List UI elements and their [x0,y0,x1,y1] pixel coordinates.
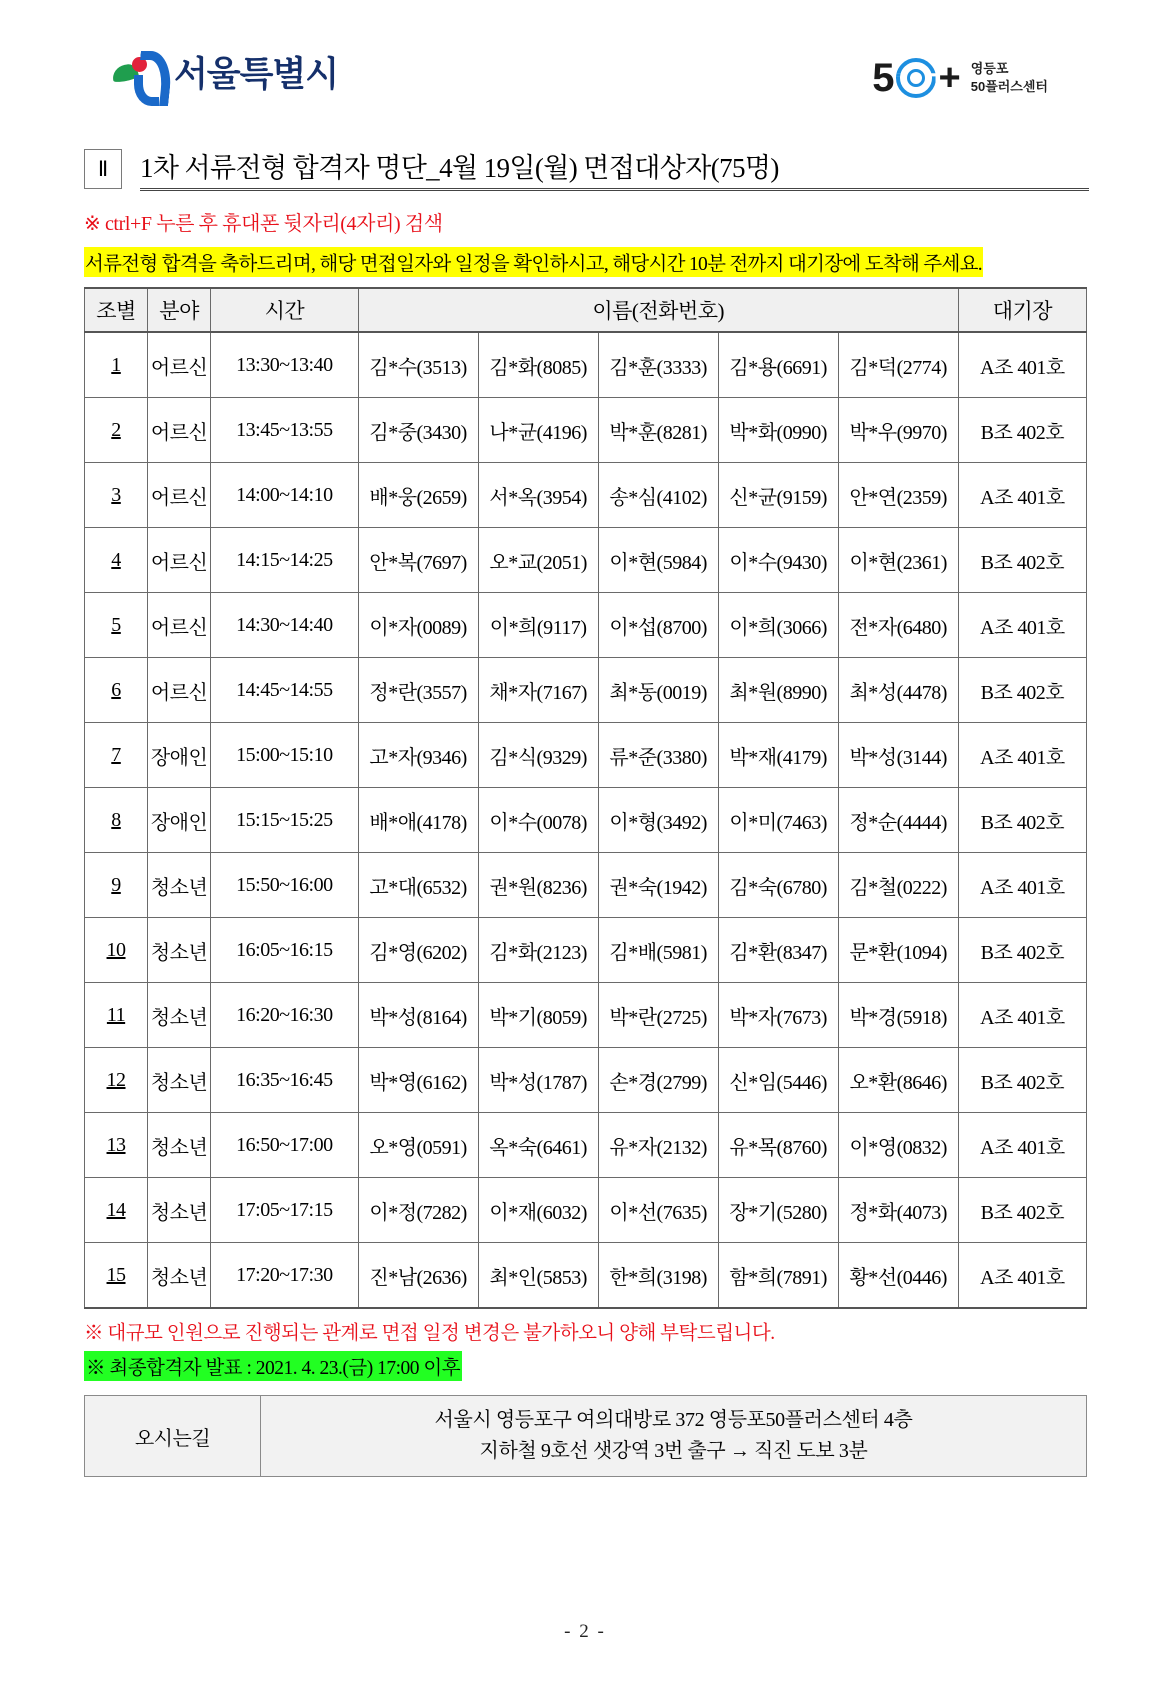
cell-applicant: 김*환(8347) [718,918,838,983]
cell-applicant: 박*훈(8281) [598,398,718,463]
cell-room: B조 402호 [958,1048,1086,1113]
schedule-table-body [85,332,1087,1308]
cell-time: 15:00~15:10 [211,723,358,788]
cell-group [85,918,148,983]
cell-applicant: 박*성(8164) [358,983,478,1048]
cell-applicant: 함*희(7891) [718,1243,838,1309]
directions-table [84,1395,1087,1477]
cell-room: B조 402호 [958,398,1086,463]
directions-wrap [84,1395,1087,1477]
page-title-row [84,146,1089,191]
cell-field: 어르신 [148,658,211,723]
cell-room: B조 402호 [958,528,1086,593]
cell-applicant: 전*자(6480) [838,593,958,658]
cell-applicant: 배*웅(2659) [358,463,478,528]
cell-applicant: 김*철(0222) [838,853,958,918]
cell-applicant: 박*기(8059) [478,983,598,1048]
cell-group [85,983,148,1048]
cell-time: 17:05~17:15 [211,1178,358,1243]
table-row [85,658,1087,723]
cell-group [85,332,148,398]
cell-applicant: 최*원(8990) [718,658,838,723]
seoul-logo-text: 서울특별시 [174,54,339,94]
directions-label: 오시는길 [85,1396,261,1477]
cell-time: 16:50~17:00 [211,1113,358,1178]
cell-applicant: 안*복(7697) [358,528,478,593]
cell-room: A조 401호 [958,593,1086,658]
cell-applicant: 김*배(5981) [598,918,718,983]
cell-room: B조 402호 [958,1178,1086,1243]
table-row [85,593,1087,658]
cell-group [85,853,148,918]
group-index: 15 [106,1263,126,1286]
cell-field: 청소년 [148,983,211,1048]
cell-room: A조 401호 [958,1243,1086,1309]
cell-applicant: 이*희(3066) [718,593,838,658]
cell-applicant: 진*남(2636) [358,1243,478,1309]
cell-group [85,658,148,723]
cell-applicant: 김*훈(3333) [598,332,718,398]
cell-applicant: 신*균(9159) [718,463,838,528]
seoul-city-logo [112,46,338,102]
cell-time: 14:00~14:10 [211,463,358,528]
cell-applicant: 이*현(2361) [838,528,958,593]
cell-applicant: 고*대(6532) [358,853,478,918]
group-index: 1 [111,353,121,376]
cell-applicant: 오*환(8646) [838,1048,958,1113]
cell-applicant: 서*옥(3954) [478,463,598,528]
cell-applicant: 이*희(9117) [478,593,598,658]
cell-applicant: 박*재(4179) [718,723,838,788]
cell-room: A조 401호 [958,332,1086,398]
cell-applicant: 이*선(7635) [598,1178,718,1243]
column-header-room: 대기장 [958,288,1086,332]
directions-line1: 서울시 영등포구 여의대방로 372 영등포50플러스센터 4층 [434,1409,913,1431]
cell-group [85,1113,148,1178]
cell-applicant: 박*자(7673) [718,983,838,1048]
cell-applicant: 김*화(2123) [478,918,598,983]
cell-applicant: 채*자(7167) [478,658,598,723]
cell-applicant: 박*영(6162) [358,1048,478,1113]
cell-room: A조 401호 [958,463,1086,528]
cell-applicant: 신*임(5446) [718,1048,838,1113]
cell-applicant: 김*식(9329) [478,723,598,788]
cell-field: 청소년 [148,1113,211,1178]
cell-applicant: 이*현(5984) [598,528,718,593]
schedule-table-head [85,288,1087,332]
logo-bar [0,46,1170,132]
cell-applicant: 김*영(6202) [358,918,478,983]
cell-field: 청소년 [148,1048,211,1113]
cell-group [85,1178,148,1243]
cell-time: 13:45~13:55 [211,398,358,463]
seoul-emblem-icon [112,49,166,99]
table-row [85,463,1087,528]
cell-applicant: 이*섭(8700) [598,593,718,658]
cell-room: A조 401호 [958,853,1086,918]
cell-field: 어르신 [148,593,211,658]
cell-field: 청소년 [148,853,211,918]
final-result-notice-wrap [84,1351,1170,1381]
table-header-row [85,288,1087,332]
table-row [85,788,1087,853]
group-index: 12 [106,1068,126,1091]
cell-applicant: 오*영(0591) [358,1113,478,1178]
schedule-table-wrap [84,287,1087,1309]
final-result-notice: ※ 최종합격자 발표 : 2021. 4. 23.(금) 17:00 이후 [84,1351,462,1381]
column-header-time: 시간 [211,288,358,332]
cell-time: 15:50~16:00 [211,853,358,918]
cell-time: 14:45~14:55 [211,658,358,723]
cell-field: 청소년 [148,1243,211,1309]
cell-time: 15:15~15:25 [211,788,358,853]
table-row [85,1113,1087,1178]
cell-field: 어르신 [148,332,211,398]
cell-applicant: 이*형(3492) [598,788,718,853]
cell-group [85,1243,148,1309]
cell-applicant: 문*환(1094) [838,918,958,983]
search-tip-notice: ※ ctrl+F 누른 후 휴대폰 뒷자리(4자리) 검색 [84,213,443,235]
column-header-names: 이름(전화번호) [358,288,958,332]
cell-applicant: 옥*숙(6461) [478,1113,598,1178]
cell-room: B조 402호 [958,918,1086,983]
schedule-table [84,287,1087,1309]
cell-group [85,788,148,853]
group-index: 10 [106,938,126,961]
cell-applicant: 황*선(0446) [838,1243,958,1309]
cell-applicant: 한*희(3198) [598,1243,718,1309]
group-index: 7 [111,743,121,766]
directions-line2: 지하철 9호선 샛강역 3번 출구 → 직진 도보 3분 [479,1440,868,1462]
cell-applicant: 박*경(5918) [838,983,958,1048]
group-index: 3 [111,483,121,506]
cell-applicant: 이*영(0832) [838,1113,958,1178]
group-index: 4 [111,548,121,571]
fifty-ring-icon [896,58,936,98]
cell-field: 장애인 [148,723,211,788]
group-index: 5 [111,613,121,636]
fifty-logo-line2: 50플러스센터 [970,79,1048,94]
cell-time: 14:15~14:25 [211,528,358,593]
congrats-notice-wrap [0,236,1170,277]
cell-applicant: 고*자(9346) [358,723,478,788]
cell-applicant: 송*심(4102) [598,463,718,528]
group-index: 6 [111,678,121,701]
table-row [85,398,1087,463]
cell-field: 장애인 [148,788,211,853]
cell-time: 16:35~16:45 [211,1048,358,1113]
table-row [85,1178,1087,1243]
table-row [85,983,1087,1048]
cell-applicant: 나*균(4196) [478,398,598,463]
cell-applicant: 권*숙(1942) [598,853,718,918]
cell-applicant: 최*동(0019) [598,658,718,723]
cell-applicant: 류*준(3380) [598,723,718,788]
cell-applicant: 최*성(4478) [838,658,958,723]
cell-applicant: 장*기(5280) [718,1178,838,1243]
cell-room: A조 401호 [958,723,1086,788]
cell-applicant: 유*자(2132) [598,1113,718,1178]
group-index: 14 [106,1198,126,1221]
directions-body [261,1396,1087,1477]
cell-group [85,723,148,788]
column-header-field: 분야 [148,288,211,332]
cell-applicant: 이*미(7463) [718,788,838,853]
cell-group [85,1048,148,1113]
cell-applicant: 박*화(0990) [718,398,838,463]
table-row [85,1243,1087,1309]
fifty-logo-wordmark [971,60,1048,95]
cell-applicant: 안*연(2359) [838,463,958,528]
cell-time: 17:20~17:30 [211,1243,358,1309]
document-page [0,46,1170,1701]
group-index: 9 [111,873,121,896]
no-schedule-change-notice: ※ 대규모 인원으로 진행되는 관계로 면접 일정 변경은 불가하오니 양해 부탁드립니다. [84,1323,775,1344]
cell-field: 어르신 [148,528,211,593]
table-row [85,723,1087,788]
group-index: 8 [111,808,121,831]
cell-applicant: 김*화(8085) [478,332,598,398]
table-row [85,918,1087,983]
cell-applicant: 박*우(9970) [838,398,958,463]
cell-field: 어르신 [148,463,211,528]
fifty-plus-mark [872,55,960,101]
cell-group [85,593,148,658]
cell-time: 13:30~13:40 [211,332,358,398]
cell-field: 청소년 [148,1178,211,1243]
cell-room: A조 401호 [958,1113,1086,1178]
cell-applicant: 이*재(6032) [478,1178,598,1243]
cell-applicant: 정*란(3557) [358,658,478,723]
cell-applicant: 박*란(2725) [598,983,718,1048]
fifty-logo-line1: 영등포 [970,61,1009,77]
cell-applicant: 손*경(2799) [598,1048,718,1113]
cell-applicant: 이*정(7282) [358,1178,478,1243]
cell-applicant: 김*덕(2774) [838,332,958,398]
cell-applicant: 정*순(4444) [838,788,958,853]
directions-row [85,1396,1087,1477]
cell-applicant: 김*용(6691) [718,332,838,398]
table-row [85,528,1087,593]
fifty-plus-center-logo [872,52,1048,104]
cell-room: A조 401호 [958,983,1086,1048]
page-title: 1차 서류전형 합격자 명단_4월 19일(월) 면접대상자(75명) [140,146,1089,191]
congrats-notice: 서류전형 합격을 축하드리며, 해당 면접일자와 일정을 확인하시고, 해당시간 10분 전까지 대기장에 도착해 주세요. [84,247,983,277]
cell-applicant: 김*숙(6780) [718,853,838,918]
cell-room: B조 402호 [958,788,1086,853]
page-number: - 2 - [564,1621,606,1642]
cell-applicant: 박*성(1787) [478,1048,598,1113]
cell-room: B조 402호 [958,658,1086,723]
cell-group [85,528,148,593]
cell-applicant: 김*중(3430) [358,398,478,463]
cell-field: 어르신 [148,398,211,463]
cell-applicant: 오*교(2051) [478,528,598,593]
section-number-box: Ⅱ [84,149,122,189]
cell-applicant: 이*수(0078) [478,788,598,853]
column-header-group: 조별 [85,288,148,332]
cell-applicant: 박*성(3144) [838,723,958,788]
cell-group [85,398,148,463]
cell-field: 청소년 [148,918,211,983]
cell-applicant: 유*목(8760) [718,1113,838,1178]
cell-applicant: 이*자(0089) [358,593,478,658]
fifty-plus-sign: + [938,57,961,99]
cell-applicant: 김*수(3513) [358,332,478,398]
group-index: 11 [106,1003,126,1026]
cell-applicant: 정*화(4073) [838,1178,958,1243]
cell-group [85,463,148,528]
cell-applicant: 배*애(4178) [358,788,478,853]
cell-applicant: 이*수(9430) [718,528,838,593]
cell-time: 16:05~16:15 [211,918,358,983]
fifty-ring-inner [907,69,925,87]
group-index: 13 [106,1133,126,1156]
fifty-digit-five: 5 [872,56,895,100]
cell-applicant: 권*원(8236) [478,853,598,918]
table-row [85,1048,1087,1113]
group-index: 2 [111,418,121,441]
cell-time: 14:30~14:40 [211,593,358,658]
cell-applicant: 최*인(5853) [478,1243,598,1309]
cell-time: 16:20~16:30 [211,983,358,1048]
table-row [85,332,1087,398]
table-row [85,853,1087,918]
